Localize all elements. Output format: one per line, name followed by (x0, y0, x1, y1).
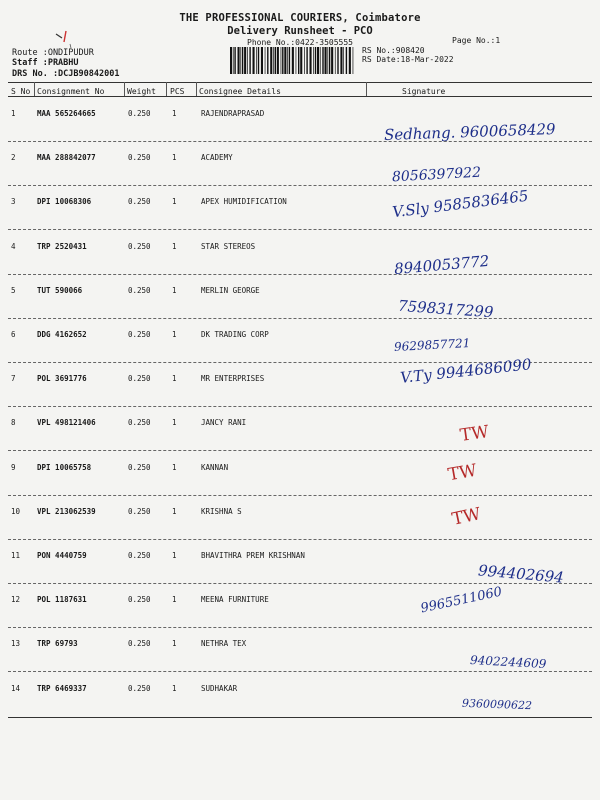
row-separator (8, 671, 592, 672)
row-pieces: 1 (172, 506, 177, 516)
barcode-bar (325, 47, 327, 74)
row-pieces: 1 (172, 285, 177, 295)
row-weight: 0.250 (128, 241, 151, 251)
route-label: Route :ONDIPUDUR (12, 48, 94, 58)
barcode-bar (335, 47, 336, 74)
row-weight: 0.250 (128, 109, 151, 118)
col-divider (124, 82, 125, 96)
row-pieces: 1 (172, 683, 177, 693)
row-signature: 994402694 (477, 561, 565, 587)
row-signature: 9965511060 (419, 584, 504, 617)
row-pieces: 1 (172, 595, 177, 605)
col-divider (196, 82, 197, 96)
row-pieces: 1 (172, 197, 177, 207)
row-serial-number: 8 (11, 418, 16, 428)
barcode-bar (343, 47, 344, 74)
table-top-border (8, 82, 592, 83)
barcode-bar (265, 47, 266, 74)
row-signature: 7598317299 (397, 296, 494, 322)
col-header-consignee: Consignee Details (199, 87, 281, 96)
row-separator (8, 229, 592, 230)
row-serial-number: 10 (11, 506, 21, 516)
row-weight: 0.250 (128, 197, 151, 207)
row-pieces: 1 (172, 374, 177, 384)
rs-number: RS No.:908420 (362, 46, 425, 55)
row-consignment-number: TRP 6469337 (37, 683, 87, 693)
barcode-bar (353, 47, 354, 74)
row-weight: 0.250 (128, 153, 151, 163)
row-signature: 9360090622 (461, 696, 533, 712)
row-consignment-number: VPL 213062539 (37, 506, 96, 516)
col-header-sno: S No (11, 87, 31, 96)
row-signature: V.Ty 9944686090 (399, 355, 533, 388)
barcode-bar (281, 47, 282, 74)
barcode-bar (242, 47, 243, 74)
row-serial-number: 11 (11, 551, 21, 560)
row-weight: 0.250 (128, 551, 151, 560)
row-consignee-name: DK TRADING CORP (201, 330, 269, 339)
barcode-bar (317, 47, 319, 74)
row-weight: 0.250 (128, 639, 151, 649)
row-weight: 0.250 (128, 595, 151, 605)
row-signature: V.Sly 9585836465 (391, 187, 530, 222)
row-separator (8, 450, 592, 451)
row-separator (8, 627, 592, 628)
row-consignment-number: MAA 288842077 (37, 153, 96, 163)
row-consignee-name: NETHRA TEX (201, 639, 247, 649)
row-weight: 0.250 (128, 330, 151, 339)
row-consignee-name: SUDHAKAR (201, 683, 238, 693)
row-consignment-number: POL 3691776 (37, 374, 87, 384)
barcode-bar (247, 47, 248, 74)
row-separator (8, 318, 592, 319)
row-consignee-name: MERLIN GEORGE (201, 285, 260, 295)
page-number: Page No.:1 (452, 36, 501, 45)
row-signature: TW (450, 504, 483, 530)
row-pieces: 1 (172, 153, 177, 163)
barcode-bar (256, 47, 257, 74)
barcode-bar (253, 47, 255, 74)
row-separator (8, 274, 592, 275)
barcode-bar (340, 47, 342, 74)
row-serial-number: 13 (11, 639, 21, 649)
col-divider (34, 82, 35, 96)
col-header-weight: Weight (127, 87, 156, 96)
col-divider (166, 82, 167, 96)
row-signature: Sedhang. 9600658429 (383, 120, 556, 144)
row-weight: 0.250 (128, 506, 151, 516)
barcode-bar (277, 47, 279, 74)
barcode-bar (296, 47, 297, 74)
table-header-border (8, 96, 592, 97)
row-consignee-name: ACADEMY (201, 153, 233, 163)
row-separator (8, 185, 592, 186)
row-consignee-name: STAR STEREOS (201, 241, 256, 251)
row-separator (8, 406, 592, 407)
row-pieces: 1 (172, 241, 177, 251)
row-separator (8, 141, 592, 142)
row-signature: 9402244609 (469, 653, 547, 672)
barcode-bar (322, 47, 323, 74)
row-separator (8, 495, 592, 496)
barcode-bar (298, 47, 299, 74)
col-header-signature: Signature (402, 87, 446, 96)
barcode-bar (261, 47, 263, 74)
row-serial-number: 14 (11, 683, 21, 693)
barcode-bar (258, 47, 259, 74)
row-weight: 0.250 (128, 462, 151, 472)
barcode-bar (275, 47, 276, 74)
row-weight: 0.250 (128, 374, 151, 384)
barcode-bar (289, 47, 290, 74)
row-serial-number: 3 (11, 197, 16, 207)
barcode-bar (304, 47, 305, 74)
table-bottom-border (8, 717, 592, 718)
row-consignee-name: JANCY RANI (201, 418, 247, 428)
barcode-bar (267, 47, 268, 74)
barcode-icon (229, 47, 357, 74)
row-serial-number: 2 (11, 153, 16, 163)
row-weight: 0.250 (128, 683, 151, 693)
barcode-bar (337, 47, 338, 74)
row-separator (8, 583, 592, 584)
rs-date: RS Date:18-Mar-2022 (362, 55, 454, 64)
row-separator (8, 539, 592, 540)
row-consignment-number: TRP 69793 (37, 639, 78, 649)
row-signature: TW (458, 422, 491, 447)
row-pieces: 1 (172, 109, 177, 118)
barcode-bar (313, 47, 314, 74)
staff-label: Staff :PRABHU (12, 58, 79, 68)
barcode-bar (270, 47, 272, 74)
row-consignee-name: RAJENDRAPRASAD (201, 109, 265, 118)
row-signature: 9629857721 (393, 336, 471, 354)
barcode-bar (230, 47, 232, 74)
row-serial-number: 1 (11, 109, 16, 118)
company-name: THE PROFESSIONAL COURIERS, Coimbatore (179, 12, 421, 24)
barcode-bar (329, 47, 330, 74)
row-serial-number: 9 (11, 462, 16, 472)
barcode-bar (327, 47, 328, 74)
row-signature: 8056397922 (391, 164, 482, 186)
document-title: Delivery Runsheet - PCO (227, 25, 373, 37)
row-consignee-name: MR ENTERPRISES (201, 374, 265, 384)
row-weight: 0.250 (128, 285, 151, 295)
col-header-pcs: PCS (170, 87, 185, 96)
row-pieces: 1 (172, 639, 177, 649)
row-consignment-number: DPI 10068306 (37, 197, 92, 207)
barcode-bar (306, 47, 307, 74)
row-consignment-number: PON 4440759 (37, 551, 87, 560)
col-divider (366, 82, 367, 96)
col-header-consignment: Consignment No (37, 87, 105, 96)
row-consignment-number: TUT 590066 (37, 285, 83, 295)
barcode-bar (292, 47, 294, 74)
barcode-bar (244, 47, 246, 74)
barcode-bar (310, 47, 312, 74)
barcode-bar (249, 47, 250, 74)
row-pieces: 1 (172, 462, 177, 472)
barcode-bar (346, 47, 347, 74)
row-serial-number: 4 (11, 241, 16, 251)
row-consignment-number: TRP 2520431 (37, 241, 87, 251)
barcode-bar (273, 47, 274, 74)
row-consignment-number: VPL 498121406 (37, 418, 96, 428)
row-pieces: 1 (172, 330, 177, 339)
row-consignee-name: KANNAN (201, 462, 229, 472)
row-consignment-number: DDG 4162652 (37, 330, 87, 339)
row-consignee-name: BHAVITHRA PREM KRISHNAN (201, 551, 305, 560)
barcode-bar (320, 47, 321, 74)
row-pieces: 1 (172, 418, 177, 428)
row-serial-number: 6 (11, 330, 16, 339)
row-consignment-number: DPI 10065758 (37, 462, 92, 472)
barcode-bar (331, 47, 333, 74)
row-serial-number: 12 (11, 595, 21, 605)
barcode-bar (315, 47, 316, 74)
barcode-bar (234, 47, 235, 74)
row-consignee-name: MEENA FURNITURE (201, 595, 269, 605)
row-weight: 0.250 (128, 418, 151, 428)
barcode-bar (233, 47, 234, 74)
row-serial-number: 7 (11, 374, 16, 384)
row-consignee-name: APEX HUMIDIFICATION (201, 197, 287, 207)
row-serial-number: 5 (11, 285, 16, 295)
barcode-bar (349, 47, 351, 74)
row-signature: TW (446, 460, 479, 485)
row-consignment-number: POL 1187631 (37, 595, 87, 605)
barcode-bar (240, 47, 241, 74)
row-consignee-name: KRISHNA S (201, 506, 242, 516)
drs-number: DRS No. :DCJB90842001 (12, 69, 120, 79)
row-pieces: 1 (172, 551, 177, 560)
row-consignment-number: MAA 565264665 (37, 109, 96, 118)
barcode-bar (284, 47, 286, 74)
barcode-bar (282, 47, 283, 74)
row-signature: 8940053772 (393, 251, 491, 278)
phone-number: Phone No.:0422-3505555 (247, 38, 353, 47)
barcode-bar (238, 47, 240, 74)
barcode-bar (287, 47, 288, 74)
barcode-bar (300, 47, 302, 74)
